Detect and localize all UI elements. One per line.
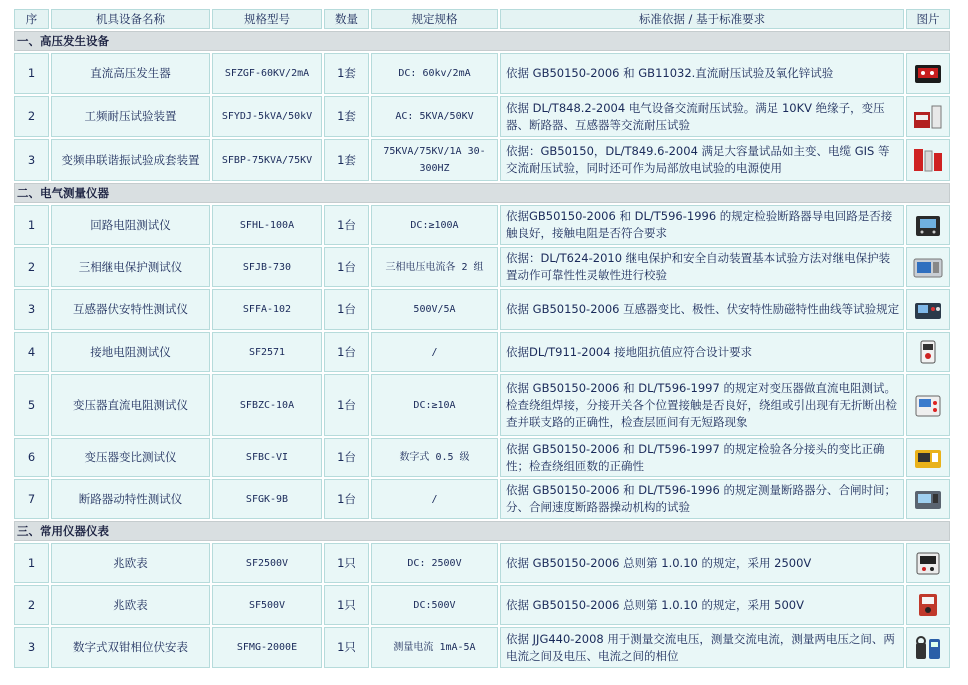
equipment-picture-cell bbox=[906, 543, 950, 583]
row-number: 2 bbox=[14, 585, 49, 625]
equipment-spec: DC:≥10A bbox=[371, 374, 498, 436]
equipment-picture-cell bbox=[906, 96, 950, 137]
table-row bbox=[14, 205, 950, 245]
section-title: 一、高压发生设备 bbox=[14, 31, 950, 51]
equipment-table bbox=[12, 7, 952, 670]
table-row bbox=[14, 332, 950, 372]
standard-basis: 依据 GB50150-2006 和 DL/T596-1997 的规定对变压器做直流电阻测试。检查绕组焊接，分接开关各个位置接触是否良好，绕组或引出现有无折断出检查并联支路的正确性，检查层匝间有无短路现象 bbox=[500, 374, 904, 436]
standard-basis: 依据：DL/T624-2010 继电保护和安全自动装置基本试验方法对继电保护装置动作可靠性性灵敏性进行校验 bbox=[500, 247, 904, 287]
section-header-row bbox=[14, 521, 950, 541]
table-row bbox=[14, 374, 950, 436]
standard-basis: 依据 GB50150-2006 和 DL/T596-1997 的规定检验各分接头的变比正确性；检查绕组匝数的正确性 bbox=[500, 438, 904, 477]
equipment-picture-cell bbox=[906, 53, 950, 94]
standard-basis: 依据 GB50150-2006 总则第 1.0.10 的规定，采用 2500V bbox=[500, 543, 904, 583]
standard-basis: 依据 GB50150-2006 总则第 1.0.10 的规定，采用 500V bbox=[500, 585, 904, 625]
table-row bbox=[14, 479, 950, 519]
equipment-spec: DC: 2500V bbox=[371, 543, 498, 583]
equipment-model: SFJB-730 bbox=[212, 247, 322, 287]
table-row bbox=[14, 53, 950, 94]
dc-resistance-tester-photo bbox=[912, 390, 944, 420]
equipment-model: SFBC-VI bbox=[212, 438, 322, 477]
row-number: 5 bbox=[14, 374, 49, 436]
equipment-spec: 测量电流 1mA-5A bbox=[371, 627, 498, 668]
header-name: 机具设备名称 bbox=[51, 9, 210, 29]
equipment-picture-cell bbox=[906, 627, 950, 668]
row-number: 3 bbox=[14, 139, 49, 181]
equipment-picture-cell bbox=[906, 247, 950, 287]
equipment-model: SF500V bbox=[212, 585, 322, 625]
equipment-picture-cell bbox=[906, 585, 950, 625]
equipment-quantity: 1只 bbox=[324, 627, 369, 668]
equipment-name: 回路电阻测试仪 bbox=[51, 205, 210, 245]
row-number: 2 bbox=[14, 96, 49, 137]
equipment-quantity: 1套 bbox=[324, 53, 369, 94]
equipment-model: SFYDJ-5kVA/50kV bbox=[212, 96, 322, 137]
equipment-spec: DC: 60kv/2mA bbox=[371, 53, 498, 94]
ratio-tester-photo bbox=[912, 443, 944, 473]
equipment-name: 工频耐压试验装置 bbox=[51, 96, 210, 137]
equipment-spec: / bbox=[371, 332, 498, 372]
equipment-picture-cell bbox=[906, 438, 950, 477]
row-number: 1 bbox=[14, 205, 49, 245]
row-number: 1 bbox=[14, 543, 49, 583]
standard-basis: 依据 GB50150-2006 互感器变比、极性、伏安特性励磁特性曲线等试验规定 bbox=[500, 289, 904, 330]
equipment-picture-cell bbox=[906, 289, 950, 330]
table-row bbox=[14, 627, 950, 668]
row-number: 4 bbox=[14, 332, 49, 372]
equipment-quantity: 1台 bbox=[324, 332, 369, 372]
equipment-table-container bbox=[12, 7, 950, 670]
row-number: 6 bbox=[14, 438, 49, 477]
ground-resistance-tester-photo bbox=[912, 337, 944, 367]
equipment-name: 直流高压发生器 bbox=[51, 53, 210, 94]
standard-basis: 依据：GB50150，DL/T849.6-2004 满足大容量试品如主变、电缆 GIS 等交流耐压试验，同时还可作为局部放电试验的电源使用 bbox=[500, 139, 904, 181]
equipment-spec: DC:500V bbox=[371, 585, 498, 625]
relay-protection-tester-photo bbox=[912, 252, 944, 282]
equipment-picture-cell bbox=[906, 374, 950, 436]
section-title: 三、常用仪器仪表 bbox=[14, 521, 950, 541]
equipment-picture-cell bbox=[906, 479, 950, 519]
hv-dc-generator-photo bbox=[912, 59, 944, 89]
equipment-quantity: 1台 bbox=[324, 374, 369, 436]
table-header-row bbox=[14, 9, 950, 29]
section-header-row bbox=[14, 183, 950, 203]
equipment-quantity: 1台 bbox=[324, 289, 369, 330]
equipment-model: SFFA-102 bbox=[212, 289, 322, 330]
equipment-model: SFZGF-60KV/2mA bbox=[212, 53, 322, 94]
equipment-name: 变压器直流电阻测试仪 bbox=[51, 374, 210, 436]
standard-basis: 依据 DL/T848.2-2004 电气设备交流耐压试验。满足 10KV 绝缘子，变压器、断路器、互感器等交流耐压试验 bbox=[500, 96, 904, 137]
header-standard: 标准依据 / 基于标准要求 bbox=[500, 9, 904, 29]
equipment-model: SFBP-75KVA/75KV bbox=[212, 139, 322, 181]
megohmmeter-500v-photo bbox=[912, 590, 944, 620]
clamp-phase-meter-photo bbox=[912, 633, 944, 663]
row-number: 2 bbox=[14, 247, 49, 287]
equipment-quantity: 1套 bbox=[324, 139, 369, 181]
equipment-name: 断路器动特性测试仪 bbox=[51, 479, 210, 519]
equipment-name: 接地电阻测试仪 bbox=[51, 332, 210, 372]
table-row bbox=[14, 139, 950, 181]
equipment-quantity: 1套 bbox=[324, 96, 369, 137]
equipment-picture-cell bbox=[906, 139, 950, 181]
header-spec: 规定规格 bbox=[371, 9, 498, 29]
equipment-model: SFMG-2000E bbox=[212, 627, 322, 668]
standard-basis: 依据 JJG440-2008 用于测量交流电压，测量交流电流，测量两电压之间、两电流之间及电压、电流之间的相位 bbox=[500, 627, 904, 668]
row-number: 3 bbox=[14, 289, 49, 330]
standard-basis: 依据DL/T911-2004 接地阻抗值应符合设计要求 bbox=[500, 332, 904, 372]
equipment-spec: 数字式 0.5 级 bbox=[371, 438, 498, 477]
power-frequency-tester-photo bbox=[912, 102, 944, 132]
series-resonance-set-photo bbox=[912, 145, 944, 175]
megohmmeter-2500v-photo bbox=[912, 548, 944, 578]
table-row bbox=[14, 247, 950, 287]
equipment-quantity: 1只 bbox=[324, 585, 369, 625]
equipment-spec: 三相电压电流各 2 组 bbox=[371, 247, 498, 287]
equipment-name: 互感器伏安特性测试仪 bbox=[51, 289, 210, 330]
equipment-quantity: 1台 bbox=[324, 479, 369, 519]
equipment-picture-cell bbox=[906, 332, 950, 372]
table-row bbox=[14, 585, 950, 625]
transformer-va-tester-photo bbox=[912, 295, 944, 325]
equipment-quantity: 1台 bbox=[324, 247, 369, 287]
equipment-name: 三相继电保护测试仪 bbox=[51, 247, 210, 287]
equipment-spec: 75KVA/75KV/1A 30-300HZ bbox=[371, 139, 498, 181]
equipment-model: SFBZC-10A bbox=[212, 374, 322, 436]
equipment-spec: 500V/5A bbox=[371, 289, 498, 330]
equipment-model: SF2571 bbox=[212, 332, 322, 372]
header-qty: 数量 bbox=[324, 9, 369, 29]
standard-basis: 依据 GB50150-2006 和 GB11032.直流耐压试验及氧化锌试验 bbox=[500, 53, 904, 94]
row-number: 7 bbox=[14, 479, 49, 519]
equipment-quantity: 1只 bbox=[324, 543, 369, 583]
equipment-quantity: 1台 bbox=[324, 205, 369, 245]
section-title: 二、电气测量仪器 bbox=[14, 183, 950, 203]
equipment-name: 变频串联谐振试验成套装置 bbox=[51, 139, 210, 181]
equipment-model: SF2500V bbox=[212, 543, 322, 583]
standard-basis: 依据GB50150-2006 和 DL/T596-1996 的规定检验断路器导电回路是否接触良好，接触电阻是否符合要求 bbox=[500, 205, 904, 245]
standard-basis: 依据 GB50150-2006 和 DL/T596-1996 的规定测量断路器分、合闸时间；分、合闸速度断路器操动机构的试验 bbox=[500, 479, 904, 519]
row-number: 1 bbox=[14, 53, 49, 94]
equipment-model: SFGK-9B bbox=[212, 479, 322, 519]
header-model: 规格型号 bbox=[212, 9, 322, 29]
equipment-picture-cell bbox=[906, 205, 950, 245]
equipment-name: 变压器变比测试仪 bbox=[51, 438, 210, 477]
table-row bbox=[14, 438, 950, 477]
equipment-spec: DC:≥100A bbox=[371, 205, 498, 245]
table-body bbox=[14, 31, 950, 668]
equipment-spec: / bbox=[371, 479, 498, 519]
table-row bbox=[14, 543, 950, 583]
section-header-row bbox=[14, 31, 950, 51]
equipment-name: 数字式双钳相位伏安表 bbox=[51, 627, 210, 668]
equipment-name: 兆欧表 bbox=[51, 585, 210, 625]
header-no: 序 bbox=[14, 9, 49, 29]
loop-resistance-tester-photo bbox=[912, 210, 944, 240]
header-picture: 图片 bbox=[906, 9, 950, 29]
table-row bbox=[14, 289, 950, 330]
table-row bbox=[14, 96, 950, 137]
equipment-spec: AC: 5KVA/50KV bbox=[371, 96, 498, 137]
breaker-dynamics-tester-photo bbox=[912, 484, 944, 514]
equipment-quantity: 1台 bbox=[324, 438, 369, 477]
equipment-model: SFHL-100A bbox=[212, 205, 322, 245]
equipment-name: 兆欧表 bbox=[51, 543, 210, 583]
row-number: 3 bbox=[14, 627, 49, 668]
